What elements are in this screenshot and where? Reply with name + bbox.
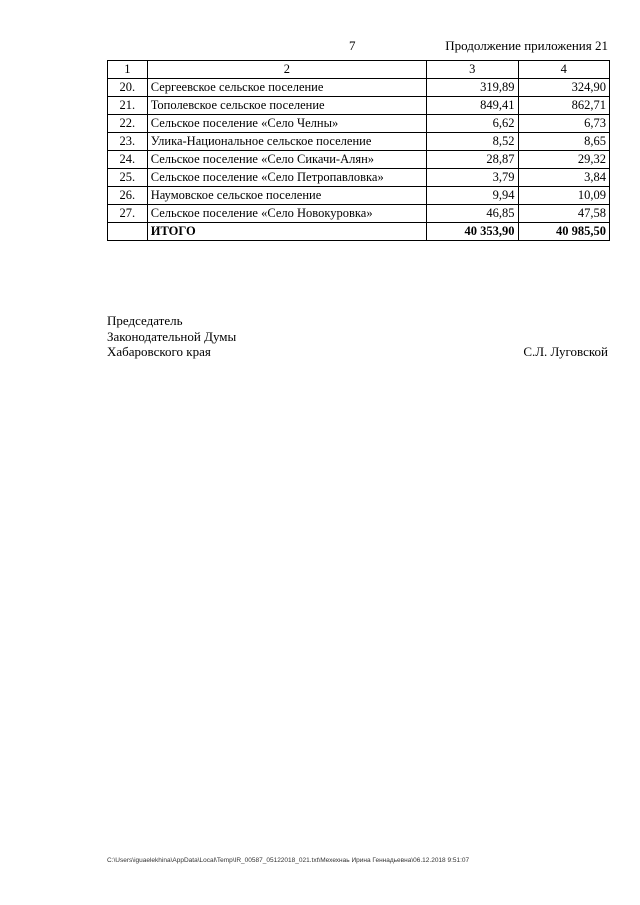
value-col4: 324,90 <box>518 79 609 97</box>
table-row <box>108 205 610 223</box>
value-col3: 28,87 <box>427 151 518 169</box>
value-col4: 6,73 <box>518 115 609 133</box>
row-number: 26. <box>108 187 148 205</box>
table-row <box>108 97 610 115</box>
settlement-name: Сельское поселение «Село Новокуровка» <box>147 205 426 223</box>
row-number: 23. <box>108 133 148 151</box>
value-col4: 10,09 <box>518 187 609 205</box>
value-col4: 29,32 <box>518 151 609 169</box>
total-col4: 40 985,50 <box>518 223 609 241</box>
row-number: 21. <box>108 97 148 115</box>
total-row <box>108 223 610 241</box>
settlement-name: Сельское поселение «Село Сикачи-Алян» <box>147 151 426 169</box>
value-col3: 6,62 <box>427 115 518 133</box>
table-row <box>108 187 610 205</box>
column-header: 1 <box>108 61 148 79</box>
row-number: 22. <box>108 115 148 133</box>
value-col3: 3,79 <box>427 169 518 187</box>
data-table <box>107 60 610 241</box>
value-col3: 319,89 <box>427 79 518 97</box>
value-col4: 3,84 <box>518 169 609 187</box>
footer-file-path: C:\Users\iguaelekhina\AppData\Local\Temp\IR_00587_05122018_021.txt\Мехехнаь Ирина Геннадьевна\06.12.2018 9:51:07 <box>107 857 470 864</box>
value-col4: 862,71 <box>518 97 609 115</box>
table-row <box>108 115 610 133</box>
page-number: 7 <box>349 38 356 53</box>
settlement-name: Наумовское сельское поселение <box>147 187 426 205</box>
appendix-label: Продолжение приложения 21 <box>445 38 608 53</box>
signer-name: С.Л. Луговской <box>523 344 608 359</box>
table-row <box>108 151 610 169</box>
column-header: 3 <box>427 61 518 79</box>
table-row <box>108 133 610 151</box>
value-col3: 8,52 <box>427 133 518 151</box>
column-header: 4 <box>518 61 609 79</box>
settlement-name: Улика-Национальное сельское поселение <box>147 133 426 151</box>
total-col3: 40 353,90 <box>427 223 518 241</box>
column-header: 2 <box>147 61 426 79</box>
row-number: 25. <box>108 169 148 187</box>
value-col3: 849,41 <box>427 97 518 115</box>
table-row <box>108 79 610 97</box>
signature-title-line3: Хабаровского края <box>107 344 211 359</box>
settlement-name: Сергеевское сельское поселение <box>147 79 426 97</box>
table-row <box>108 169 610 187</box>
value-col3: 9,94 <box>427 187 518 205</box>
row-number: 20. <box>108 79 148 97</box>
value-col4: 8,65 <box>518 133 609 151</box>
signature-block <box>107 313 236 360</box>
table-header-row <box>108 61 610 79</box>
value-col4: 47,58 <box>518 205 609 223</box>
row-number: 27. <box>108 205 148 223</box>
signature-title-line1: Председатель <box>107 313 183 328</box>
signature-title-line2: Законодательной Думы <box>107 328 237 344</box>
value-col3: 46,85 <box>427 205 518 223</box>
settlement-name: Сельское поселение «Село Челны» <box>147 115 426 133</box>
total-label: ИТОГО <box>147 223 426 241</box>
settlement-name: Сельское поселение «Село Петропавловка» <box>147 169 426 187</box>
row-number <box>108 223 148 241</box>
row-number: 24. <box>108 151 148 169</box>
settlement-name: Тополевское сельское поселение <box>147 97 426 115</box>
